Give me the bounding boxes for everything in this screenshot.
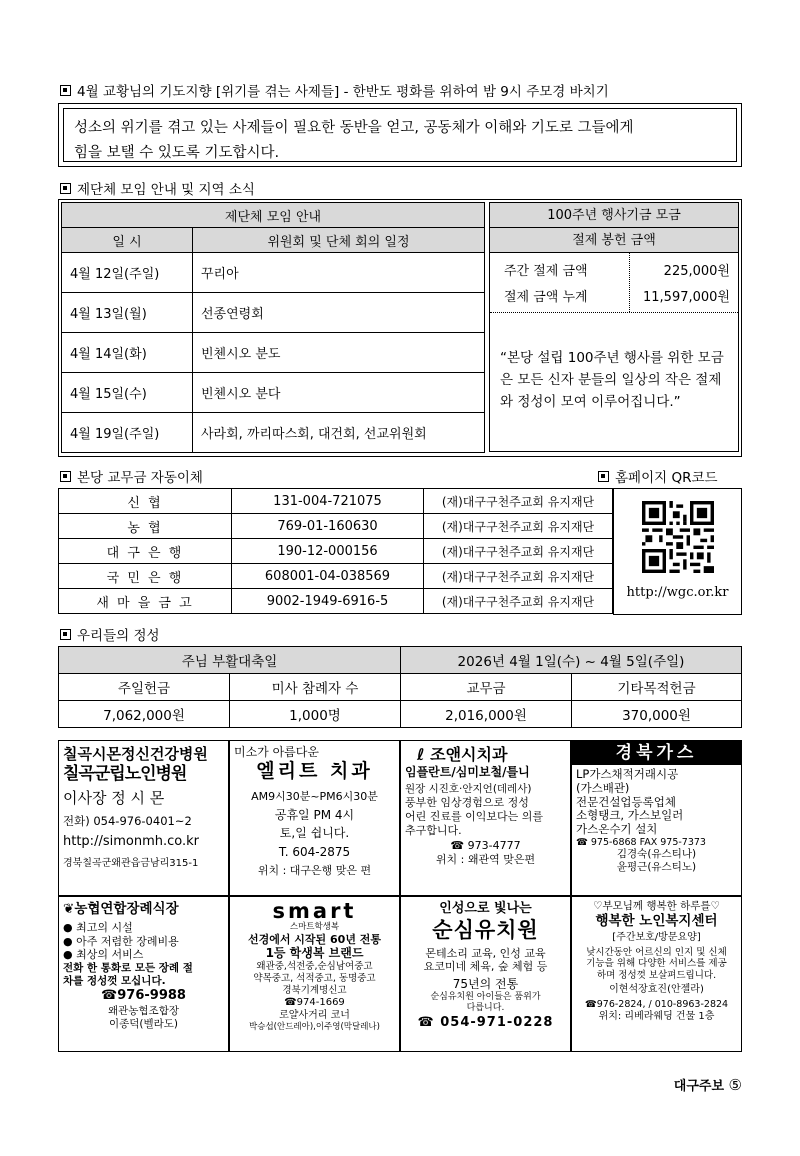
qr-panel bbox=[613, 488, 742, 615]
table-row: 대 구 은 행 190-12-000156 (재)대구구천주교회 유지재단 bbox=[59, 539, 613, 564]
tooth-icon: ℓ bbox=[417, 745, 425, 764]
square-bullet-icon bbox=[60, 183, 71, 194]
ad-gyeongbuk-gas: 경북가스 LP가스채적거래시공 (가스배관) 전문건설업등록업체 소형탱크, 가스보일러 가스온수기 설치 ☎ 975-6868 FAX 975-7373 김경숙(유스티나) 윤평근(유스티노) bbox=[571, 740, 742, 896]
prayer-line-1: 성소의 위기를 겪고 있는 사제들이 필요한 동반을 얻고, 공동체가 이해와 기도로 그들에게 bbox=[74, 120, 634, 136]
qr-url[interactable]: http://wgc.or.kr bbox=[626, 585, 729, 600]
table-row: 4월 19일(주일) 사라회, 까리따스회, 대건회, 선교위원회 bbox=[62, 413, 485, 453]
group-meetings-header: 제단체 모임 안내 bbox=[62, 203, 485, 228]
bank-table bbox=[58, 488, 613, 614]
weekly-value: 225,000원 bbox=[663, 264, 730, 279]
prayer-line-2: 힘을 보탤 수 있도록 기도합시다. bbox=[74, 145, 280, 161]
square-bullet-icon bbox=[60, 85, 71, 96]
offering-right-header: 2026년 4월 1일(수) ~ 4월 5일(주일) bbox=[401, 647, 742, 674]
prayer-section-title bbox=[60, 80, 609, 100]
page-number: ⑤ bbox=[728, 1076, 742, 1094]
total-label: 절제 금액 누계 bbox=[504, 290, 588, 305]
square-bullet-icon bbox=[60, 471, 71, 482]
ad-smart-uniform: smart 스마트학생복 선경에서 시작된 60년 전통 1등 학생복 브랜드 왜관중,석전중,순심남여중고 약목중고, 석적중고, 동명중고 경북기계명신고 ☎974-1669 로얄사거리 코너 박승섭(안드레아),이주영(막달레나) bbox=[229, 896, 400, 1052]
table-row: 4월 14일(화) 빈첸시오 분도 bbox=[62, 333, 485, 373]
offering-left-header: 주님 부활대축일 bbox=[59, 647, 401, 674]
fund-header: 100주년 행사기금 모금 bbox=[490, 203, 738, 228]
ad-senior-welfare: ♡부모님께 행복한 하루를♡ 행복한 노인복지센터 [주간보호/방문요양] 낮시간동안 어르신의 인지 및 신체 기능을 위해 다양한 서비스를 제공 하며 정성껏 보살펴드립니다. 이현석장효진(안젤라) ☎976-2824, / 010-8963-2824 위치: 리베라웨딩 건물 1층 bbox=[571, 896, 742, 1052]
square-bullet-icon bbox=[598, 471, 609, 482]
groups-section-title: 제단체 모임 안내 및 지역 소식 bbox=[60, 178, 255, 198]
footer-label: 대구주보 bbox=[673, 1079, 725, 1094]
table-row: 4월 13일(월) 선종연령회 bbox=[62, 293, 485, 333]
qr-section-title: 홈페이지 QR코드 bbox=[598, 466, 718, 486]
table-row: 농 협 769-01-160630 (재)대구구천주교회 유지재단 bbox=[59, 514, 613, 539]
ad-sunsim-kindergarten: 인성으로 빛나는 순심유치원 몬테소리 교육, 인성 교육 요코미네 체육, 숲 체험 등 75년의 전통 순심유치원 아이들은 품위가 다릅니다. ☎ 054-971-0228 bbox=[400, 896, 571, 1052]
qr-code-icon[interactable] bbox=[642, 501, 714, 573]
col-date-header: 일 시 bbox=[62, 228, 193, 253]
ad-joan-dental: ℓ 조앤시치과 임플란트/심미보철/틀니 원장 시진호·안지언(데레사) 풍부한 임상경험으로 정성 어린 진료를 이익보다는 의를 추구합니다. ☎ 973-4777 위치 : 왜관역 맞은편 bbox=[400, 740, 571, 896]
prayer-box bbox=[58, 103, 742, 167]
ad-simon-hospital: 칠곡시몬정신건강병원 칠곡군립노인병원 이사장 정 시 몬 전화) 054-976-0401~2 http://simonmh.co.kr 경북칠곡군왜관읍금남리315-1 bbox=[58, 740, 229, 896]
prayer-title: 4월 교황님의 기도지향 [위기를 겪는 사제들] - 한반도 평화를 위하여 밤 9시 주모경 바치기 bbox=[77, 84, 609, 100]
fund-subheader: 절제 봉헌 금액 bbox=[490, 228, 738, 253]
weekly-label: 주간 절제 금액 bbox=[504, 264, 588, 279]
ad-elite-dental: 미소가 아름다운 엘리트 치과 AM9시30분~PM6시30분 공휴일 PM 4시 토,일 쉽니다. T. 604-2875 위치 : 대구은행 맞은 편 bbox=[229, 740, 400, 896]
banks-section-title: 본당 교무금 자동이체 bbox=[60, 466, 203, 486]
page-footer bbox=[674, 1075, 742, 1094]
square-bullet-icon bbox=[60, 629, 71, 640]
group-meetings-table bbox=[61, 202, 485, 453]
table-row: 4월 15일(수) 빈첸시오 분다 bbox=[62, 373, 485, 413]
nh-logo-icon: ❦ bbox=[63, 901, 75, 917]
fund-quote: “본당 설립 100주년 행사를 위한 모금은 모든 신자 분들의 일상의 작은 절제와 정성이 모여 이루어집니다.” bbox=[500, 350, 724, 410]
col-meeting-header: 위원회 및 단체 회의 일정 bbox=[193, 228, 485, 253]
table-row: 신 협 131-004-721075 (재)대구구천주교회 유지재단 bbox=[59, 489, 613, 514]
groups-fund-container bbox=[58, 199, 742, 457]
total-value: 11,597,000원 bbox=[643, 290, 730, 305]
table-row: 국 민 은 행 608001-04-038569 (재)대구구천주교회 유지재단 bbox=[59, 564, 613, 589]
fund-panel bbox=[489, 202, 739, 452]
offering-section-title: 우리들의 정성 bbox=[60, 624, 160, 644]
offering-table: 주님 부활대축일 2026년 4월 1일(수) ~ 4월 5일(주일) 주일헌금 미사 참례자 수 교무금 기타목적헌금 7,062,000원 1,000명 2,016,000원 370,000원 bbox=[58, 646, 742, 728]
table-row: 새 마 을 금 고 9002-1949-6916-5 (재)대구구천주교회 유지재단 bbox=[59, 589, 613, 614]
ad-funeral-hall: ❦농협연합장례식장 ● 최고의 시설 ● 아주 저렴한 장례비용 ● 최상의 서비스 전화 한 통화로 모든 장례 절 차를 정성껏 모십니다. ☎976-9988 왜관농협조합장 이종덕(벨라도) bbox=[58, 896, 229, 1052]
table-row: 7,062,000원 1,000명 2,016,000원 370,000원 bbox=[59, 701, 742, 728]
table-row: 4월 12일(주일) 꾸리아 bbox=[62, 253, 485, 293]
